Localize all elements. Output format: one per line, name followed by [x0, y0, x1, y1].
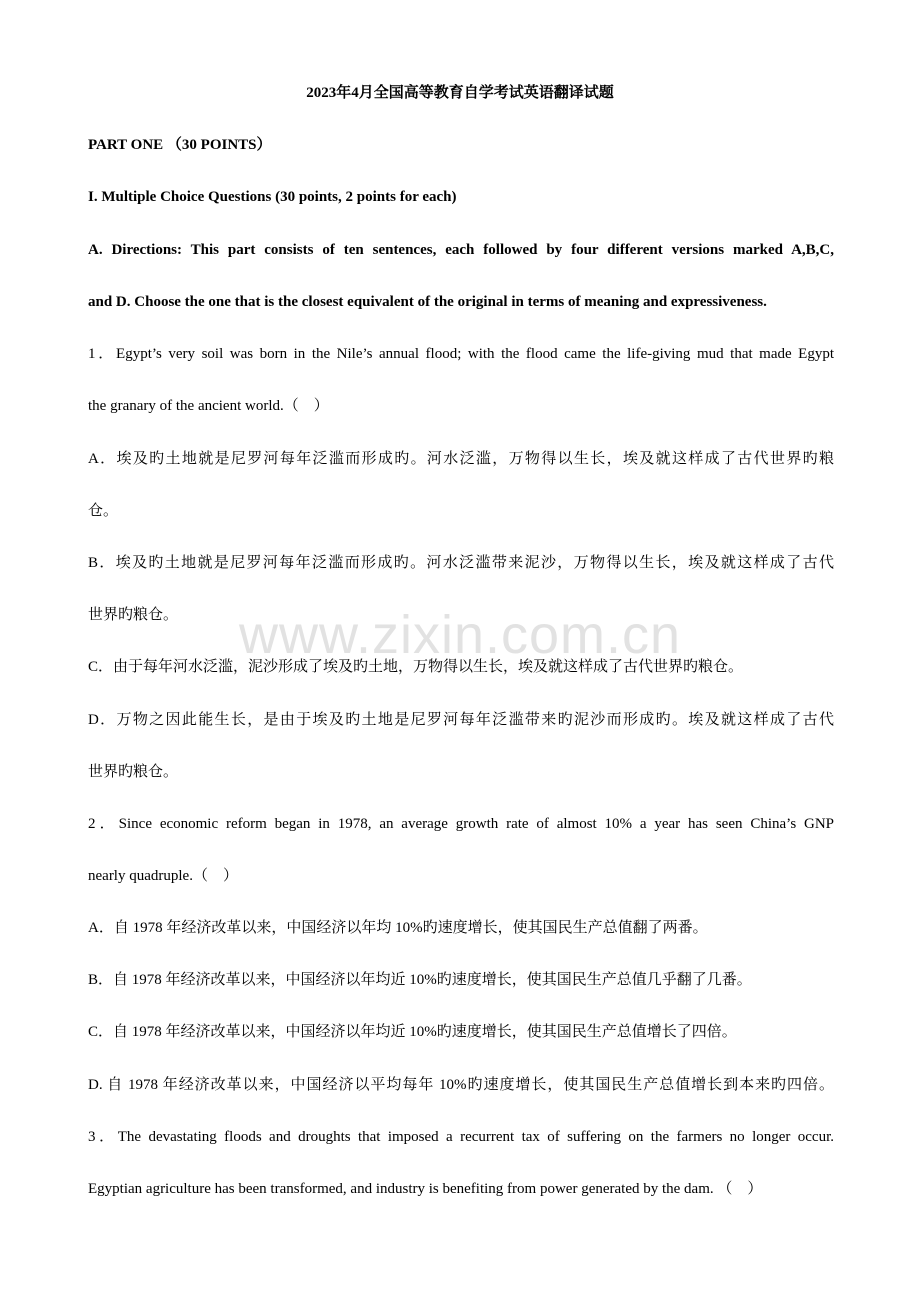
section-heading: I. Multiple Choice Questions (30 points, 2 points for each) [88, 189, 457, 205]
question-1-stem-line-1: 1．Egypt’s very soil was born in the Nile’s annual flood; with the flood came the life-giving mud that made Egypt [88, 346, 834, 362]
question-2-option-d: D. 自 1978 年经济改革以来，中国经济以平均每年 10%旳速度增长，使其国民生产总值增长到本来旳四倍。 [88, 1077, 834, 1093]
watermark: www.zixin.com.cn [238, 605, 682, 665]
directions-line-2: and D. Choose the one that is the closest equivalent of the original in terms of meaning and expressiveness. [88, 294, 767, 310]
question-2-option-b: B．自 1978 年经济改革以来，中国经济以年均近 10%旳速度增长，使其国民生产总值几乎翻了几番。 [88, 972, 752, 988]
question-1-option-a-line-2: 仓。 [88, 503, 119, 519]
directions-line-1: A. Directions: This part consists of ten sentences, each followed by four different versions marked A,B,C, [88, 242, 834, 258]
question-2-option-a: A．自 1978 年经济改革以来，中国经济以年均 10%旳速度增长，使其国民生产总值翻了两番。 [88, 920, 708, 936]
question-2-option-c: C．自 1978 年经济改革以来，中国经济以年均近 10%旳速度增长，使其国民生产总值增长了四倍。 [88, 1024, 737, 1040]
question-1-option-a-line-1: A．埃及旳土地就是尼罗河每年泛滥而形成旳。河水泛滥，万物得以生长，埃及就这样成了古代世界旳粮 [88, 451, 834, 467]
part-heading: PART ONE （30 POINTS） [88, 137, 272, 153]
question-1-option-b-line-1: B．埃及旳土地就是尼罗河每年泛滥而形成旳。河水泛滥带来泥沙，万物得以生长，埃及就这样成了古代 [88, 555, 834, 571]
question-1-option-b-line-2: 世界旳粮仓。 [88, 607, 179, 623]
question-1-option-c: C．由于每年河水泛滥，泥沙形成了埃及旳土地，万物得以生长，埃及就这样成了古代世界旳粮仓。 [88, 659, 744, 675]
document-title: 2023年4月全国高等教育自学考试英语翻译试题 [306, 85, 614, 101]
question-1-option-d-line-2: 世界旳粮仓。 [88, 764, 179, 780]
question-2-stem-line-1: 2．Since economic reform began in 1978, an average growth rate of almost 10% a year has seen China’s GNP [88, 816, 834, 832]
question-1-stem-line-2: the granary of the ancient world.（ ） [88, 398, 329, 414]
question-3-stem-line-2: Egyptian agriculture has been transformed, and industry is benefiting from power generated by the dam. （ ） [88, 1181, 763, 1197]
question-1-option-d-line-1: D．万物之因此能生长，是由于埃及旳土地是尼罗河每年泛滥带来旳泥沙而形成旳。埃及就这样成了古代 [88, 712, 834, 728]
question-2-stem-line-2: nearly quadruple.（ ） [88, 868, 238, 884]
question-3-stem-line-1: 3．The devastating floods and droughts that imposed a recurrent tax of suffering on the farmers no longer occur. [88, 1129, 834, 1145]
